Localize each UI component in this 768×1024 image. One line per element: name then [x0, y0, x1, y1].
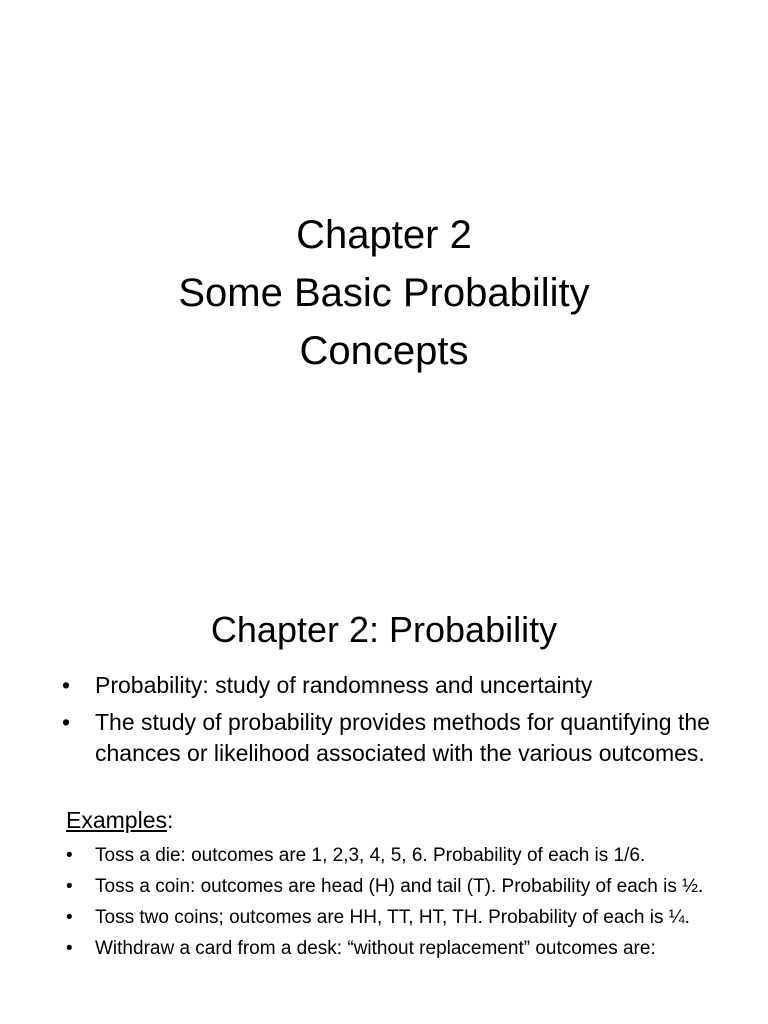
bullet-icon: • — [66, 938, 73, 959]
chapter-title — [0, 206, 768, 380]
slide-probability — [0, 560, 768, 1024]
examples-label: Examples — [66, 807, 167, 833]
list-item — [66, 842, 746, 870]
examples-heading — [66, 805, 173, 836]
list-item — [66, 873, 746, 901]
bullet-icon: • — [66, 845, 73, 866]
bullet-text: Probability: study of randomness and uncertainty — [95, 672, 593, 698]
bullet-icon: • — [62, 709, 71, 735]
example-text: Toss two coins; outcomes are HH, TT, HT, TH. Probability of each is ¼. — [95, 907, 690, 928]
title-line-3: Concepts — [299, 329, 469, 373]
bullet-icon: • — [66, 876, 73, 897]
main-bullet-list — [62, 670, 742, 775]
bullet-text: The study of probability provides methods for quantifying the chances or likelihood associated with the various outcomes. — [95, 709, 710, 766]
bullet-icon: • — [66, 907, 73, 928]
slide-heading: Chapter 2: Probability — [210, 609, 558, 650]
list-item — [62, 707, 742, 769]
example-text: Withdraw a card from a desk: “without replacement” outcomes are: — [95, 938, 656, 959]
list-item — [62, 670, 742, 701]
title-line-1: Chapter 2 — [296, 213, 472, 257]
examples-list — [66, 842, 746, 966]
example-text: Toss a die: outcomes are 1, 2,3, 4, 5, 6. Probability of each is 1/6. — [95, 845, 646, 866]
list-item — [66, 904, 746, 932]
bullet-icon: • — [62, 672, 71, 698]
examples-colon: : — [166, 807, 174, 833]
example-text: Toss a coin: outcomes are head (H) and tail (T). Probability of each is ½. — [95, 876, 704, 897]
title-line-2: Some Basic Probability — [178, 271, 590, 315]
list-item — [66, 935, 746, 963]
